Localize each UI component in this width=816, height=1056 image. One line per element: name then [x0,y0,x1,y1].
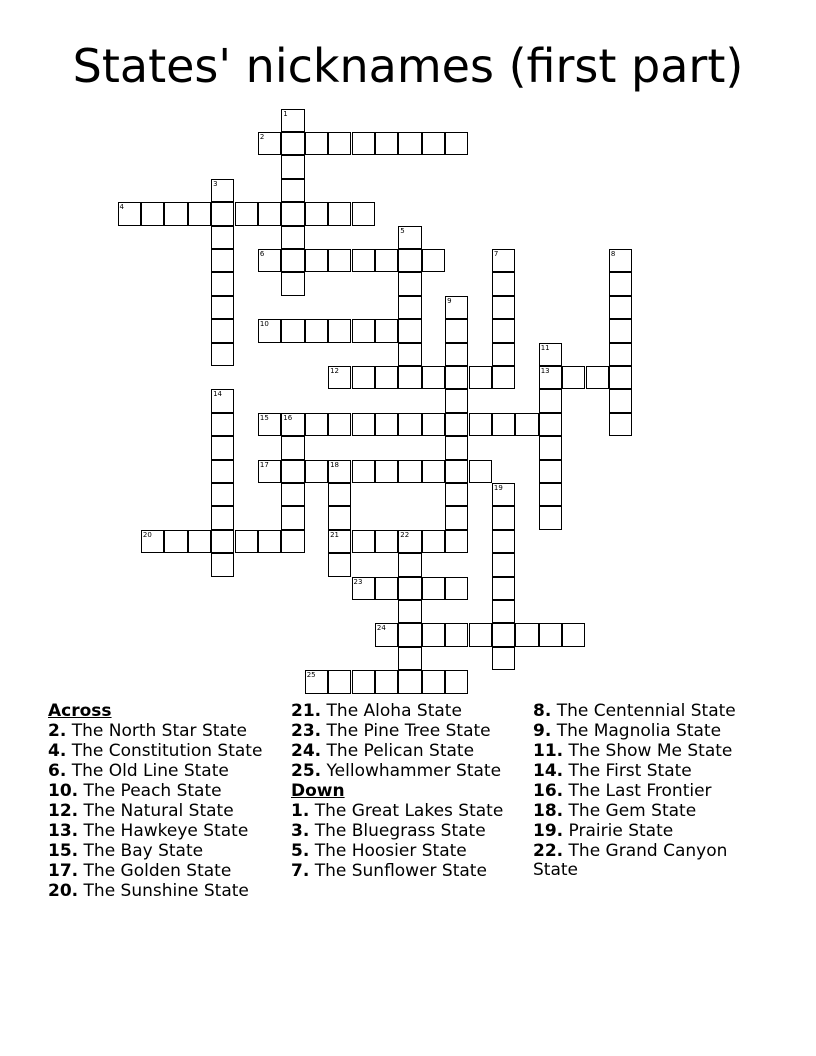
cell-number: 16 [283,413,293,422]
clue-across-20: 20. The Sunshine State [48,881,249,901]
cell-number: 22 [400,530,410,539]
clue-down-22: 22. The Grand Canyon State [533,841,728,880]
grid-cell[interactable] [398,249,421,272]
across-header: Across [48,701,112,721]
grid-cell[interactable] [492,272,515,295]
cell-number: 13 [540,367,550,375]
grid-cell[interactable] [328,132,351,155]
grid-cell[interactable] [281,272,304,295]
clue-across-25: 25. Yellowhammer State [291,761,502,781]
grid-cell[interactable] [164,530,187,553]
grid-cell[interactable] [609,319,632,342]
grid-cell[interactable] [305,249,328,272]
grid-cell[interactable] [211,483,234,506]
clue-across-24: 24. The Pelican State [291,741,475,761]
grid-cell[interactable] [258,319,281,342]
grid-cell[interactable] [352,460,375,483]
clue-across-4: 4. The Constitution State [48,741,263,761]
grid-cell[interactable] [492,506,515,529]
grid-cell[interactable] [211,506,234,529]
grid-cell[interactable] [352,530,375,553]
grid-cell[interactable] [539,343,562,366]
grid-cell[interactable] [352,249,375,272]
cell-number: 8 [610,250,616,258]
grid-cell[interactable] [352,132,375,155]
clue-down-19: 19. Prairie State [533,821,674,841]
grid-cell[interactable] [492,343,515,366]
grid-cell[interactable] [609,343,632,366]
grid-cell[interactable] [492,647,515,670]
grid-cell[interactable] [328,670,351,693]
grid-cell[interactable] [398,553,421,576]
clues-column-2 [291,702,527,882]
grid-cell[interactable] [492,483,515,506]
clue-across-13: 13. The Hawkeye State [48,821,249,841]
grid-cell[interactable] [515,413,538,436]
grid-cell[interactable] [281,202,304,225]
grid-cell[interactable] [492,249,515,272]
grid-cell[interactable] [352,577,375,600]
clue-across-23: 23. The Pine Tree State [291,721,491,741]
grid-cell[interactable] [281,319,304,342]
grid-cell[interactable] [328,460,351,483]
grid-cell[interactable] [281,413,304,436]
grid-cell[interactable] [328,319,351,342]
grid-cell[interactable] [211,436,234,459]
grid-cell[interactable] [328,506,351,529]
grid-cell[interactable] [609,249,632,272]
grid-cell[interactable] [492,296,515,319]
cell-number: 15 [259,413,269,422]
grid-cell[interactable] [445,530,468,553]
grid-cell[interactable] [211,413,234,436]
clue-down-18: 18. The Gem State [533,801,697,821]
grid-cell[interactable] [609,296,632,319]
clues-column-3 [533,702,769,881]
grid-cell[interactable] [445,366,468,389]
grid-cell[interactable] [422,249,445,272]
grid-cell[interactable] [328,483,351,506]
grid-cell[interactable] [469,413,492,436]
grid-cell[interactable] [375,132,398,155]
grid-cell[interactable] [211,343,234,366]
grid-cell[interactable] [305,202,328,225]
cell-number: 12 [330,367,340,375]
grid-cell[interactable] [375,670,398,693]
grid-cell[interactable] [445,577,468,600]
grid-cell[interactable] [609,366,632,389]
clue-down-14: 14. The First State [533,761,692,781]
grid-cell[interactable] [445,623,468,646]
cell-number: 23 [353,577,363,586]
cell-number: 24 [376,624,386,633]
puzzle-title: States' nicknames (first part) [72,39,744,93]
grid-cell[interactable] [328,413,351,436]
grid-cell[interactable] [445,132,468,155]
grid-cell[interactable] [375,319,398,342]
cell-number: 2 [259,133,265,141]
grid-cell[interactable] [562,366,585,389]
grid-cell[interactable] [398,577,421,600]
grid-cell[interactable] [211,296,234,319]
grid-cell[interactable] [398,413,421,436]
grid-cell[interactable] [469,460,492,483]
grid-cell[interactable] [609,413,632,436]
grid-cell[interactable] [235,202,258,225]
grid-cell[interactable] [422,670,445,693]
grid-cell[interactable] [352,202,375,225]
grid-cell[interactable] [305,460,328,483]
grid-cell[interactable] [422,577,445,600]
grid-cell[interactable] [492,366,515,389]
grid-cell[interactable] [422,413,445,436]
cell-number: 3 [213,179,218,188]
grid-cell[interactable] [118,202,141,225]
grid-cell[interactable] [492,623,515,646]
grid-cell[interactable] [469,366,492,389]
grid-cell[interactable] [539,623,562,646]
grid-cell[interactable] [211,319,234,342]
cell-number: 14 [213,390,223,399]
cell-number: 17 [259,460,269,469]
grid-cell[interactable] [164,202,187,225]
grid-cell[interactable] [352,413,375,436]
grid-cell[interactable] [211,389,234,412]
grid-cell[interactable] [305,670,328,693]
grid-cell[interactable] [539,506,562,529]
grid-cell[interactable] [305,413,328,436]
grid-cell[interactable] [211,249,234,272]
grid-cell[interactable] [258,460,281,483]
grid-cell[interactable] [258,530,281,553]
grid-cell[interactable] [492,530,515,553]
grid-cell[interactable] [539,436,562,459]
grid-cell[interactable] [211,226,234,249]
grid-cell[interactable] [281,155,304,178]
grid-cell[interactable] [375,577,398,600]
grid-cell[interactable] [492,319,515,342]
grid-cell[interactable] [398,600,421,623]
clue-across-17: 17. The Golden State [48,861,232,881]
grid-cell[interactable] [375,413,398,436]
grid-cell[interactable] [445,413,468,436]
grid-cell[interactable] [211,530,234,553]
grid-cell[interactable] [398,460,421,483]
grid-cell[interactable] [281,226,304,249]
grid-cell[interactable] [445,296,468,319]
cell-number: 4 [119,203,124,212]
grid-cell[interactable] [492,600,515,623]
grid-cell[interactable] [281,530,304,553]
clue-across-21: 21. The Aloha State [291,701,462,721]
grid-cell[interactable] [398,647,421,670]
grid-cell[interactable] [445,506,468,529]
grid-cell[interactable] [211,553,234,576]
cell-number: 19 [493,484,503,492]
grid-cell[interactable] [398,296,421,319]
grid-cell[interactable] [422,623,445,646]
grid-cell[interactable] [515,623,538,646]
clue-down-11: 11. The Show Me State [533,741,733,761]
grid-cell[interactable] [422,132,445,155]
cell-number: 25 [306,671,316,680]
clue-down-9: 9. The Magnolia State [533,721,722,741]
grid-cell[interactable] [398,366,421,389]
grid-cell[interactable] [445,343,468,366]
grid-cell[interactable] [281,179,304,202]
grid-cell[interactable] [328,249,351,272]
grid-cell[interactable] [235,530,258,553]
clue-down-1: 1. The Great Lakes State [291,801,504,821]
grid-cell[interactable] [305,132,328,155]
grid-cell[interactable] [141,530,164,553]
grid-cell[interactable] [586,366,609,389]
grid-cell[interactable] [469,623,492,646]
cell-number: 5 [400,226,405,235]
grid-cell[interactable] [352,670,375,693]
grid-cell[interactable] [398,319,421,342]
clue-across-15: 15. The Bay State [48,841,204,861]
grid-cell[interactable] [258,132,281,155]
grid-cell[interactable] [141,202,164,225]
clue-down-3: 3. The Bluegrass State [291,821,486,841]
grid-cell[interactable] [375,249,398,272]
clue-down-16: 16. The Last Frontier [533,781,712,801]
grid-cell[interactable] [398,623,421,646]
grid-cell[interactable] [445,436,468,459]
clue-down-7: 7. The Sunflower State [291,861,487,881]
grid-cell[interactable] [398,226,421,249]
cell-number: 9 [447,296,452,305]
grid-cell[interactable] [539,413,562,436]
grid-cell[interactable] [492,553,515,576]
clues-column-1 [48,702,284,902]
grid-cell[interactable] [211,202,234,225]
grid-cell[interactable] [328,530,351,553]
clue-across-2: 2. The North Star State [48,721,247,741]
grid-cell[interactable] [258,249,281,272]
grid-cell[interactable] [188,530,211,553]
grid-cell[interactable] [422,530,445,553]
grid-cell[interactable] [258,202,281,225]
grid-cell[interactable] [492,413,515,436]
cell-number: 20 [142,530,152,539]
cell-number: 18 [330,460,340,469]
cell-number: 7 [493,250,499,258]
grid-cell[interactable] [445,460,468,483]
grid-cell[interactable] [609,389,632,412]
grid-cell[interactable] [352,319,375,342]
grid-cell[interactable] [422,460,445,483]
clue-across-6: 6. The Old Line State [48,761,229,781]
cell-number: 21 [330,530,340,539]
grid-cell[interactable] [352,366,375,389]
grid-cell[interactable] [281,483,304,506]
grid-cell[interactable] [539,366,562,389]
grid-cell[interactable] [398,530,421,553]
grid-cell[interactable] [281,436,304,459]
grid-cell[interactable] [211,272,234,295]
grid-cell[interactable] [328,366,351,389]
grid-cell[interactable] [445,670,468,693]
grid-cell[interactable] [539,460,562,483]
grid-cell[interactable] [281,506,304,529]
grid-cell[interactable] [281,460,304,483]
grid-cell[interactable] [375,623,398,646]
grid-cell[interactable] [375,460,398,483]
grid-cell[interactable] [609,272,632,295]
grid-cell[interactable] [445,483,468,506]
cell-number: 6 [259,250,265,258]
cell-number: 10 [259,320,269,329]
grid-cell[interactable] [398,343,421,366]
grid-cell[interactable] [375,366,398,389]
cell-number: 1 [283,109,288,118]
grid-cell[interactable] [305,319,328,342]
grid-cell[interactable] [188,202,211,225]
grid-cell[interactable] [328,553,351,576]
clue-across-10: 10. The Peach State [48,781,222,801]
grid-cell[interactable] [211,179,234,202]
grid-cell[interactable] [211,460,234,483]
grid-cell[interactable] [539,483,562,506]
grid-cell[interactable] [422,366,445,389]
down-header: Down [291,781,345,801]
clue-across-12: 12. The Natural State [48,801,234,821]
grid-cell[interactable] [398,670,421,693]
grid-cell[interactable] [445,389,468,412]
grid-cell[interactable] [398,272,421,295]
grid-cell[interactable] [281,249,304,272]
cell-number: 11 [540,343,550,352]
grid-cell[interactable] [492,577,515,600]
clue-down-8: 8. The Centennial State [533,701,736,721]
grid-cell[interactable] [281,109,304,132]
grid-cell[interactable] [375,530,398,553]
grid-cell[interactable] [258,413,281,436]
grid-cell[interactable] [281,132,304,155]
grid-cell[interactable] [398,132,421,155]
clue-down-5: 5. The Hoosier State [291,841,467,861]
grid-cell[interactable] [539,389,562,412]
grid-cell[interactable] [328,202,351,225]
grid-cell[interactable] [562,623,585,646]
grid-cell[interactable] [445,319,468,342]
